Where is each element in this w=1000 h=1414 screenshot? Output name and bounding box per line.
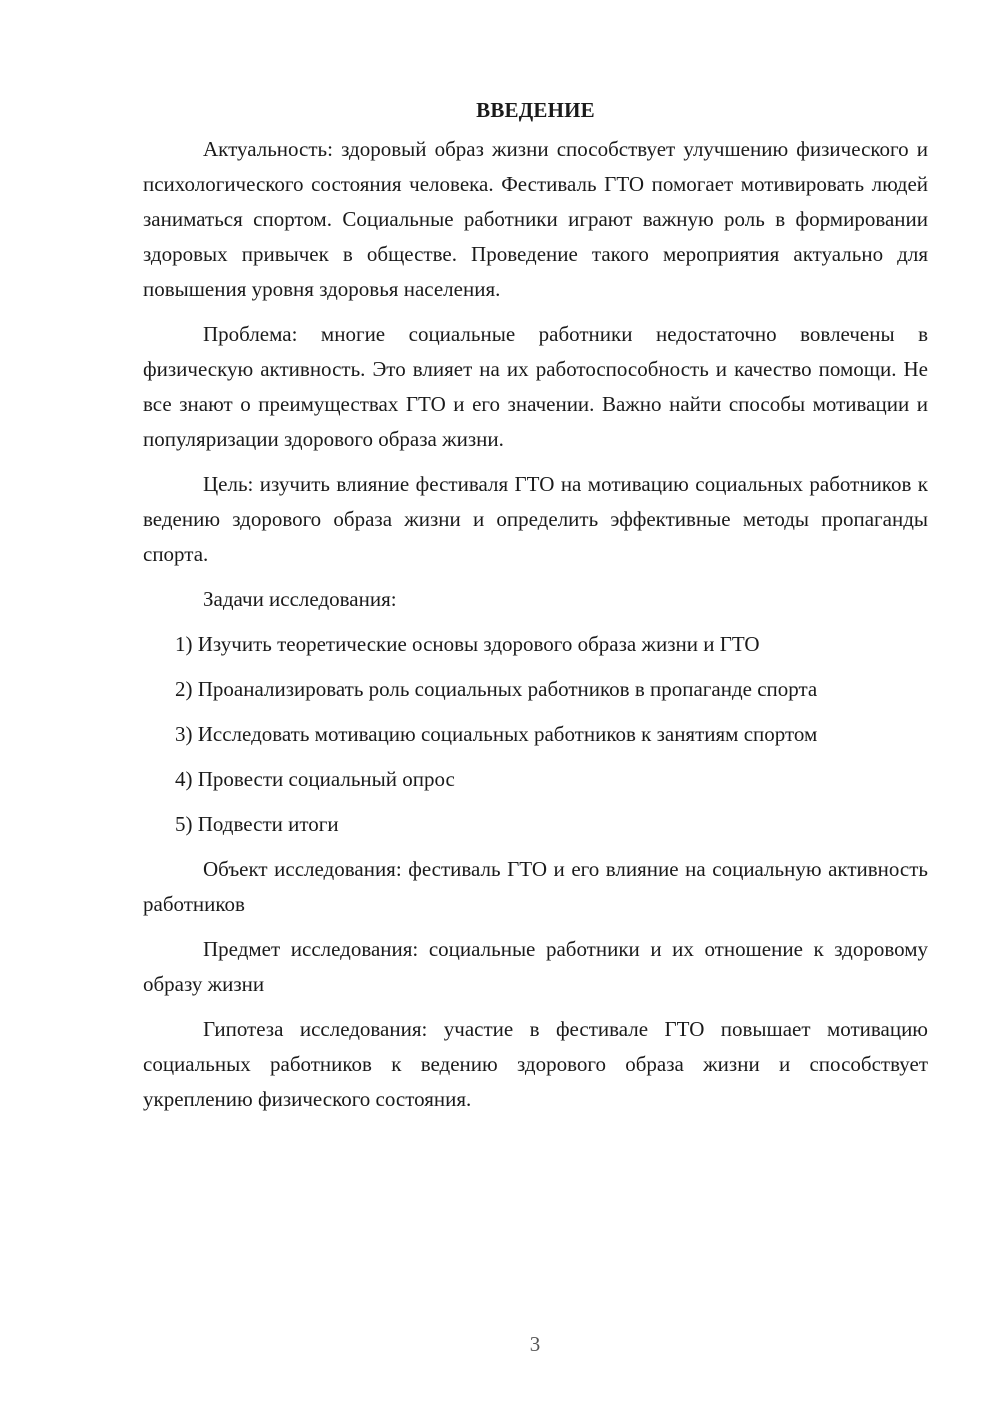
task-item-4: 4) Провести социальный опрос — [175, 767, 455, 791]
goal-paragraph: Цель: изучить влияние фестиваля ГТО на мотивацию социальных работников к ведению здорового образа жизни и определить эффективные методы пропаганды спорта. — [143, 472, 928, 566]
task-item-1: 1) Изучить теоретические основы здорового образа жизни и ГТО — [175, 632, 760, 656]
problem-paragraph: Проблема: многие социальные работники недостаточно вовлечены в физическую активность. Это влияет на их работоспособность и качество помощи. Не все знают о преимуществах ГТО и его значении. Важно найти способы мотивации и популяризации здорового образа жизни. — [143, 322, 928, 451]
task-item-2: 2) Проанализировать роль социальных работников в пропаганде спорта — [175, 677, 818, 701]
task-item-3: 3) Исследовать мотивацию социальных работников к занятиям спортом — [175, 722, 818, 746]
section-heading: ВВЕДЕНИЕ — [476, 98, 595, 122]
hypothesis-paragraph: Гипотеза исследования: участие в фестивале ГТО повышает мотивацию социальных работников к ведению здорового образа жизни и способствует укреплению физического состояния. — [143, 1017, 928, 1111]
page-number: 3 — [529, 1332, 541, 1356]
task-item-5: 5) Подвести итоги — [175, 812, 339, 836]
subject-paragraph: Предмет исследования: социальные работники и их отношение к здоровому образу жизни — [143, 937, 928, 996]
page-content — [143, 92, 928, 1127]
object-paragraph: Объект исследования: фестиваль ГТО и его влияние на социальную активность работников — [143, 857, 928, 916]
relevance-paragraph: Актуальность: здоровый образ жизни способствует улучшению физического и психологического состояния человека. Фестиваль ГТО помогает мотивировать людей заниматься спортом. Социальные работники играют важную роль в формировании здоровых привычек в обществе. Проведение такого мероприятия актуально для повышения уровня здоровья населения. — [143, 137, 928, 301]
tasks-heading: Задачи исследования: — [203, 587, 397, 611]
